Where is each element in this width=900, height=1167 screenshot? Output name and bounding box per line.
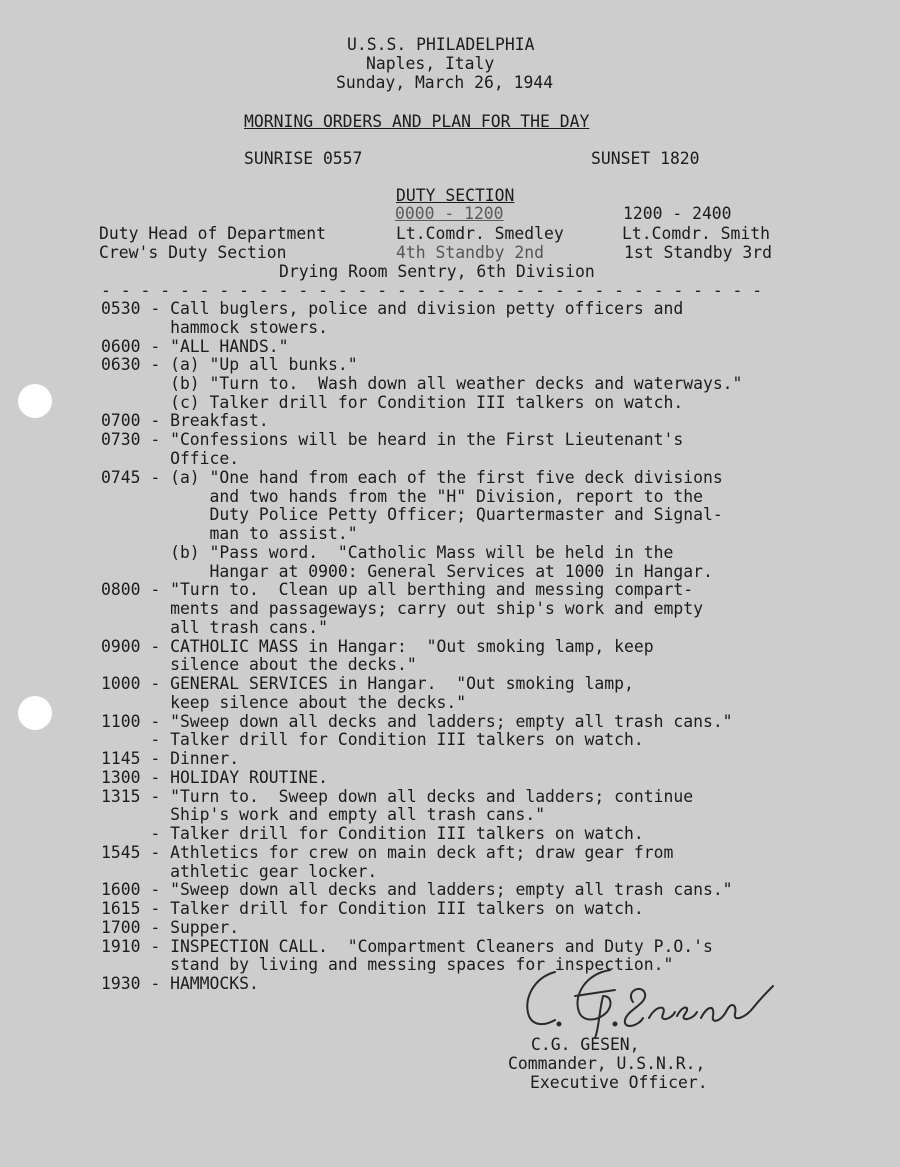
sunrise: SUNRISE 0557 <box>244 149 363 168</box>
schedule-line: 1300 - HOLIDAY ROUTINE. <box>101 768 328 787</box>
schedule-line: hammock stowers. <box>101 318 328 337</box>
signatory-rank: Commander, U.S.N.R., <box>508 1054 706 1073</box>
schedule-line: 0900 - CATHOLIC MASS in Hangar: "Out smoking lamp, keep <box>101 637 654 656</box>
schedule-line: 1930 - HAMMOCKS. <box>101 974 259 993</box>
schedule-line: (c) Talker drill for Condition III talkers on watch. <box>101 393 684 412</box>
document-title: MORNING ORDERS AND PLAN FOR THE DAY <box>244 112 590 131</box>
schedule-line: (b) "Pass word. "Catholic Mass will be held in the <box>101 543 674 562</box>
schedule-line: ments and passageways; carry out ship's work and empty <box>101 599 703 618</box>
schedule-line: 0600 - "ALL HANDS." <box>101 337 289 356</box>
duty-row-col1: 4th Standby 2nd <box>396 243 545 262</box>
schedule-line: 1000 - GENERAL SERVICES in Hangar. "Out smoking lamp, <box>101 674 634 693</box>
schedule-line: (b) "Turn to. Wash down all weather decks and waterways." <box>101 374 743 393</box>
separator: - - - - - - - - - - - - - - - - - - - - - - - - - - - - - - - - - - <box>101 281 763 300</box>
duty-row-col2: Lt.Comdr. Smith <box>622 224 771 243</box>
duty-row-col2: 1st Standby 3rd <box>624 243 773 262</box>
schedule-line: athletic gear locker. <box>101 862 378 881</box>
schedule-line: Office. <box>101 449 240 468</box>
schedule-line: 1615 - Talker drill for Condition III talkers on watch. <box>101 899 644 918</box>
schedule-line: - Talker drill for Condition III talkers on watch. <box>101 730 644 749</box>
location: Naples, Italy <box>366 54 495 73</box>
schedule-line: 1700 - Supper. <box>101 918 240 937</box>
duty-row-label: Duty Head of Department <box>99 224 326 243</box>
ship-name: U.S.S. PHILADELPHIA <box>347 35 535 54</box>
schedule-line: 0800 - "Turn to. Clean up all berthing and messing compart- <box>101 580 694 599</box>
schedule-line: keep silence about the decks." <box>101 693 467 712</box>
duty-row-label: Crew's Duty Section <box>99 243 287 262</box>
duty-section-heading: DUTY SECTION <box>396 186 515 205</box>
schedule-line: Hangar at 0900: General Services at 1000 in Hangar. <box>101 562 713 581</box>
duty-row-col1: Lt.Comdr. Smedley <box>396 224 564 243</box>
schedule-line: 0730 - "Confessions will be heard in the First Lieutenant's <box>101 430 684 449</box>
handwritten-signature <box>515 960 785 1040</box>
schedule-line: all trash cans." <box>101 618 328 637</box>
signatory-title: Executive Officer. <box>530 1073 708 1092</box>
duty-col1-header: 0000 - 1200 <box>395 204 504 223</box>
schedule-line: 0745 - (a) "One hand from each of the first five deck divisions <box>101 468 723 487</box>
sentry-line: Drying Room Sentry, 6th Division <box>279 262 595 281</box>
punch-hole <box>18 384 52 418</box>
date: Sunday, March 26, 1944 <box>336 73 554 92</box>
schedule-line: 0630 - (a) "Up all bunks." <box>101 355 358 374</box>
schedule-line: 1910 - INSPECTION CALL. "Compartment Cleaners and Duty P.O.'s <box>101 937 713 956</box>
schedule-line: Ship's work and empty all trash cans." <box>101 805 546 824</box>
schedule-line: silence about the decks." <box>101 655 417 674</box>
schedule-line: 1315 - "Turn to. Sweep down all decks and ladders; continue <box>101 787 694 806</box>
schedule-line: 1145 - Dinner. <box>101 749 240 768</box>
schedule-line: - Talker drill for Condition III talkers on watch. <box>101 824 644 843</box>
duty-col2-header: 1200 - 2400 <box>623 204 732 223</box>
sunset: SUNSET 1820 <box>591 149 700 168</box>
schedule-line: stand by living and messing spaces for inspection." <box>101 955 674 974</box>
schedule-line: man to assist." <box>101 524 358 543</box>
schedule-line: and two hands from the "H" Division, report to the <box>101 487 703 506</box>
schedule-line: 1545 - Athletics for crew on main deck aft; draw gear from <box>101 843 674 862</box>
schedule-line: 0530 - Call buglers, police and division petty officers and <box>101 299 684 318</box>
schedule-line: 1100 - "Sweep down all decks and ladders; empty all trash cans." <box>101 712 733 731</box>
signatory-name: C.G. GESEN, <box>531 1035 640 1054</box>
schedule-line: Duty Police Petty Officer; Quartermaster and Signal- <box>101 505 723 524</box>
punch-hole <box>18 696 52 730</box>
schedule-line: 0700 - Breakfast. <box>101 411 269 430</box>
schedule-line: 1600 - "Sweep down all decks and ladders; empty all trash cans." <box>101 880 733 899</box>
